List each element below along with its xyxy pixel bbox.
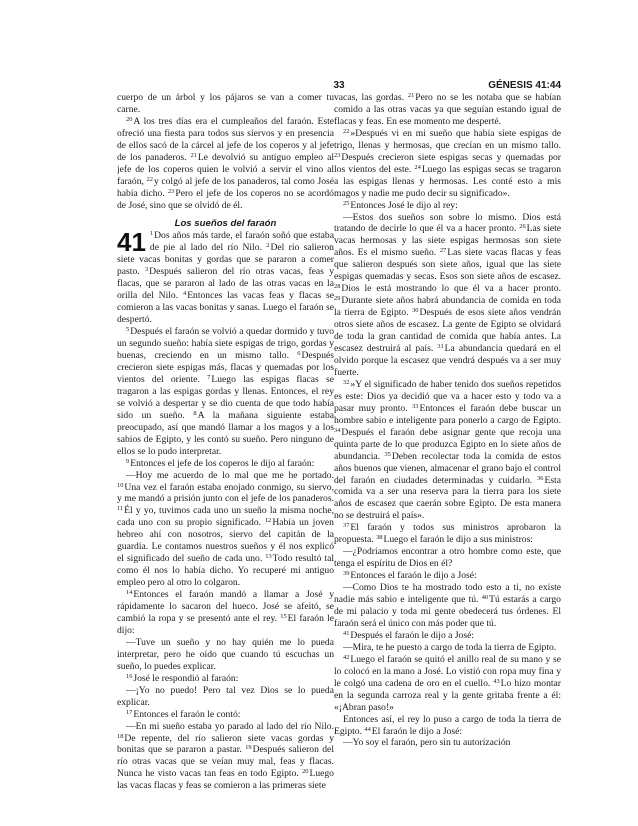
dialogue: —Tuve un sueño y no hay quién me lo pueda interpretar, pero he oído que cuando tú escuchas un sueño, lo puedes explicar. (117, 636, 334, 672)
dialogue: —Hoy me acuerdo de lo mal que me he portado. $^{10}$Una vez el faraón estaba enojado conmigo, su siervo, y me mandó a prisión junto con el jefe de los panaderos. $^{11}$Él y yo, tuvimos cada uno un sueño la misma noche, cada uno con su propio significado. $^{12}$Había un joven hebreo ahí con nosotros, siervo del capitán de la guardia. Le contamos nuestros sueños y él nos explicó el significado del sueño de cada uno. $^{13}$Todo resultó tal como él nos lo había dicho. Yo recuperé mi antiguo empleo pero al otro lo colgaron. (117, 469, 334, 589)
verse-number: 20 (126, 115, 133, 123)
verse-number: 22 (343, 127, 350, 135)
verse-number: 24 (414, 163, 421, 171)
verse-number: 18 (117, 732, 124, 740)
verse-number: 41 (343, 629, 350, 637)
verse-number: 2 (266, 242, 270, 250)
page-number: 33 (333, 80, 345, 91)
verse-number: 30 (412, 307, 419, 315)
verse-number: 32 (343, 378, 350, 386)
paragraph: $^{42}$Luego el faraón se quitó el anillo real de su mano y se lo colocó en la mano a José. Lo vistió con ropa muy fina y le colgó una cadena de oro en el cuello. $^{43}$Lo hizo montar en la segunda carroza real y la gente gritaba frente a él: «¡Abran paso!» (334, 653, 561, 713)
dialogue: —Como Dios te ha mostrado todo esto a ti, no existe nadie más sabio e inteligente que tú. $^{40}$Tú estarás a cargo de mi palacio y toda mi gente obedecerá tus órdenes. El faraón será el único con más poder que tú. (334, 582, 561, 629)
dialogue: —¿Podríamos encontrar a otro hombre como este, que tenga el espíritu de Dios en él? (334, 546, 561, 570)
verse-number: 26 (519, 223, 526, 231)
paragraph: $^{32}$»Y el significado de haber tenido dos sueños repetidos es este: Dios ya decidió que va a hacer esto y todo va a pasar muy pronto. $^{33}$Entonces el faraón debe buscar un hombre sabio e inteligente para ponerlo a cargo de Egipto. $^{34}$Después el faraón debe asignar gente que recoja una quinta parte de lo que produzca Egipto en lo siete años de abundancia. $^{35}$Deben recolectar toda la comida de estos años buenos que vienen, almacenar el grano bajo el control del faraón en ciudades determinadas y cuidarlo. $^{36}$Esta comida va a ser una reserva para la tierra para los siete años de escasez que caerán sobre Egipto. De esta manera no se destruirá el país». (334, 378, 561, 522)
paragraph: $^{25}$Entonces José le dijo al rey: (343, 199, 458, 211)
chapter-paragraph: 41 $^1$Dos años más tarde, el faraón soñó que estaba de pie al lado del río Nilo. $^2$Del río salieron siete vacas bonitas y gordas que se pararon a comer pasto. $^3$Después salieron del río otras vacas, feas y flacas, que se pararon al lado de las otras vacas en la orilla del Nilo. $^4$Entonces las vacas feas y flacas se comieron a las vacas bonitas y sanas. Luego el faraón se despertó. (117, 227, 334, 326)
verse-number: 19 (245, 744, 252, 752)
verse-number: 31 (437, 343, 444, 351)
paragraph: $^{37}$El faraón y todos sus ministros aprobaron la propuesta. $^{38}$Luego el faraón le dijo a sus ministros: (334, 522, 561, 546)
verse-number: 16 (126, 672, 133, 680)
running-header (117, 79, 561, 92)
verse-number: 33 (412, 402, 419, 410)
verse-number: 27 (439, 247, 447, 255)
verse-number: 39 (343, 570, 350, 578)
right-column (334, 92, 561, 808)
paragraph: cuerpo de un árbol y los pájaros se van a comer tu carne. (117, 92, 334, 115)
paragraph: $^{41}$Después el faraón le dijo a José: (343, 629, 475, 641)
verse-number: 6 (297, 350, 301, 358)
paragraph: $^{16}$José le respondió al faraón: (126, 672, 239, 684)
verse-number: 13 (265, 553, 272, 561)
paragraph: $^9$Entonces el jefe de los coperos le dijo al faraón: (126, 457, 315, 469)
verse-number: 7 (207, 373, 211, 381)
verse-number: 25 (343, 199, 350, 207)
paragraph: $^{22}$»Después vi en mi sueño que había siete espigas de trigo, llenas y hermosas, que crecían en un mismo tallo. $^{23}$Después crecieron siete espigas secas y quemadas por los vientos del este. $^{24}$Luego las espigas secas se tragaron a las espigas llenas y hermosas. Les conté esto a mis magos y nadie me pudo decir su significado». (334, 127, 561, 199)
verse-number: 10 (117, 481, 124, 489)
verse-number: 17 (126, 708, 133, 716)
verse-number: 3 (144, 266, 149, 274)
verse-number: 42 (343, 653, 350, 661)
dialogue: —¡Yo no puedo! Pero tal vez Dios se lo pueda explicar. (117, 684, 334, 708)
chapter-reference: GÉNESIS 41:44 (488, 80, 561, 91)
verse-number: 23 (167, 187, 175, 195)
verse-number: 1 (149, 230, 154, 238)
verse-number: 23 (334, 151, 341, 159)
paragraph: $^{14}$Entonces el faraón mandó a llamar a José y rápidamente lo sacaron del hueco. José se afeitó, se cambió la ropa y se presentó ante el rey. $^{15}$El faraón le dijo: (117, 589, 334, 636)
verse-number: 11 (117, 505, 124, 513)
verse-number: 44 (364, 725, 371, 733)
paragraph: $^{17}$Entonces el faraón le contó: (126, 708, 241, 720)
left-column (117, 92, 334, 808)
chapter-number: 41 (117, 227, 146, 258)
dialogue: —Yo soy el faraón, pero sin tu autorización (343, 737, 511, 749)
verse-number: 29 (334, 295, 341, 303)
verse-number: 8 (193, 409, 197, 417)
verse-number: 28 (334, 283, 341, 291)
verse-number: 14 (126, 589, 133, 597)
verse-number: 34 (334, 426, 341, 434)
verse-number: 20 (302, 768, 309, 776)
section-title: Los sueños del faraón (174, 217, 277, 229)
verse-number: 43 (493, 677, 500, 685)
verse-number: 9 (126, 457, 130, 465)
verse-number: 21 (407, 92, 415, 99)
verse-number: 21 (190, 151, 197, 159)
verse-number: 36 (537, 474, 544, 482)
verse-number: 37 (343, 522, 350, 530)
verse-number: 5 (126, 326, 130, 334)
verse-number: 38 (376, 534, 383, 542)
paragraph: vacas, las gordas. $^{21}$Pero no se les notaba que se habían comido a las otras vacas ya que seguían estando igual de flacas y feas. En ese momento me desperté. (334, 92, 561, 127)
paragraph: $^{39}$Entonces el faraón le dijo a José: (343, 570, 477, 582)
paragraph: $^5$Después el faraón se volvió a quedar dormido y tuvo un segundo sueño: había siete espigas de trigo, gordas y buenas, creciendo en un mismo tallo. $^6$Después crecieron siete espigas más, flacas y quemadas por los vientos del oriente. $^7$Luego las espigas flacas se tragaron a las espigas gordas y llenas. Entonces, el rey se volvió a despertar y se dio cuenta de que todo había sido un sueño. $^8$A la mañana siguiente estaba preocupado, así que mandó llamar a los magos y a los sabios de Egipto, y les contó su sueño. Pero ninguno de ellos se lo pudo interpretar. (117, 326, 334, 457)
verse-number: 22 (146, 175, 153, 183)
verse-number: 40 (481, 594, 489, 602)
verse-number: 35 (384, 450, 391, 458)
paragraph: Entonces así, el rey lo puso a cargo de toda la tierra de Egipto. $^{44}$El faraón le dijo a José: (334, 713, 561, 737)
verse-number: 12 (264, 517, 272, 525)
verse-number: 4 (182, 290, 187, 298)
verse-number: 15 (280, 612, 287, 620)
dialogue: —Mira, te he puesto a cargo de toda la tierra de Egipto. (343, 641, 557, 653)
paragraph: $^{20}$A los tres días era el cumpleaños del faraón. Este ofreció una fiesta para todos sus siervos y en presencia de ellos sacó de la cárcel al jefe de los coperos y al jefe de los panaderos. $^{21}$Le devolvió su antiguo empleo al jefe de los coperos quien le volvió a servir el vino al faraón, $^{22}$y colgó al jefe de los panaderos, tal como José había dicho. $^{23}$Pero el jefe de los coperos no se acordó de José, sino que se olvidó de él. (117, 115, 334, 211)
dialogue: —En mi sueño estaba yo parado al lado del río Nilo. $^{18}$De repente, del río salieron siete vacas gordas y bonitas que se pararon a pastar. $^{19}$Después salieron del río otras vacas que se veían muy mal, feas y flacas. Nunca he visto vacas tan feas en todo Egipto. $^{20}$Luego las vacas flacas y feas se comieron a las primeras siete (117, 720, 334, 792)
dialogue: —Estos dos sueños son sobre lo mismo. Dios está tratando de decirle lo que él va a hacer pronto. $^{26}$Las siete vacas hermosas y las siete espigas hermosas son siete años. Es el mismo sueño. $^{27}$Las siete vacas flacas y feas que salieron después son siete años, igual que las siete espigas quemadas y secas. Esos son siete años de escasez. $^{28}$Dios le está mostrando lo que él va a hacer pronto. $^{29}$Durante siete años habrá abundancia de comida en toda la tierra de Egipto. $^{30}$Después de esos siete años vendrán otros siete años de escasez. La gente de Egipto se olvidará de toda la gran cantidad de comida que había antes. La escasez destruirá al país. $^{31}$La abundancia quedará en el olvido porque la escasez que vendrá después va a ser muy fuerte. (334, 211, 561, 378)
